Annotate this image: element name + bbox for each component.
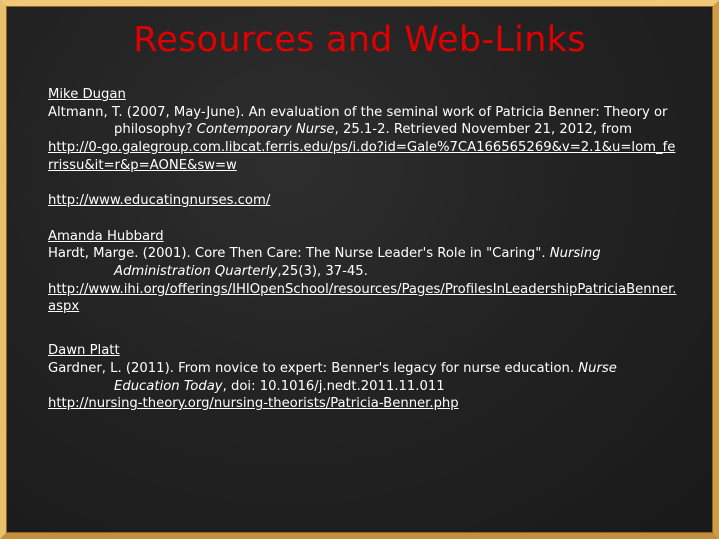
journal-title: Contemporary Nurse bbox=[196, 122, 335, 138]
slide-title: Resources and Web-Links bbox=[133, 20, 586, 60]
journal-title: Nurse Education Today bbox=[114, 360, 617, 394]
link-ihi[interactable]: http://www.ihi.org/offerings/IHIOpenSchool/resources/Pages/ProfilesInLeadershipPatriciaBenner.aspx bbox=[48, 281, 677, 315]
link-nursing-theory[interactable]: http://nursing-theory.org/nursing-theorists/Patricia-Benner.php bbox=[48, 396, 459, 412]
citation-altmann bbox=[48, 104, 678, 139]
citation-gardner bbox=[48, 360, 678, 395]
citation-text: ,25(3), 37-45. bbox=[277, 264, 368, 279]
spacer bbox=[48, 175, 678, 193]
journal-title: Nursing Administration Quarterly bbox=[114, 246, 601, 279]
resources-list bbox=[48, 86, 678, 413]
citation-text: Altmann, T. (2007, May-June). An evaluation of the seminal work of Patricia Benner: Theory or philosophy? bbox=[48, 104, 668, 138]
citation-url-wrapper bbox=[48, 139, 678, 174]
citation-hardt bbox=[48, 245, 678, 280]
contributor-name-dawn-platt: Dawn Platt bbox=[48, 343, 120, 359]
link-galegroup[interactable]: http://0-go.galegroup.com.libcat.ferris.edu/ps/i.do?id=Gale%7CA166565269&v=2.1&u=lom_ferrissu&it=r&p=AONE&sw=w bbox=[48, 140, 676, 173]
citation-text: Gardner, L. (2011). From novice to expert: Benner's legacy for nurse education. bbox=[48, 360, 579, 376]
spacer bbox=[48, 210, 678, 228]
contributor-name-mike-dugan: Mike Dugan bbox=[48, 87, 126, 102]
citation-text: , 25.1-2. Retrieved November 21, 2012, from bbox=[334, 122, 632, 138]
citation-text: , doi: 10.1016/j.nedt.2011.11.011 bbox=[222, 378, 445, 394]
link-educatingnurses[interactable]: http://www.educatingnurses.com/ bbox=[48, 193, 271, 209]
spacer bbox=[48, 316, 678, 342]
contributor-name-amanda-hubbard: Amanda Hubbard bbox=[48, 228, 164, 244]
citation-text: Hardt, Marge. (2001). Core Then Care: The Nurse Leader's Role in "Caring". bbox=[48, 246, 550, 262]
